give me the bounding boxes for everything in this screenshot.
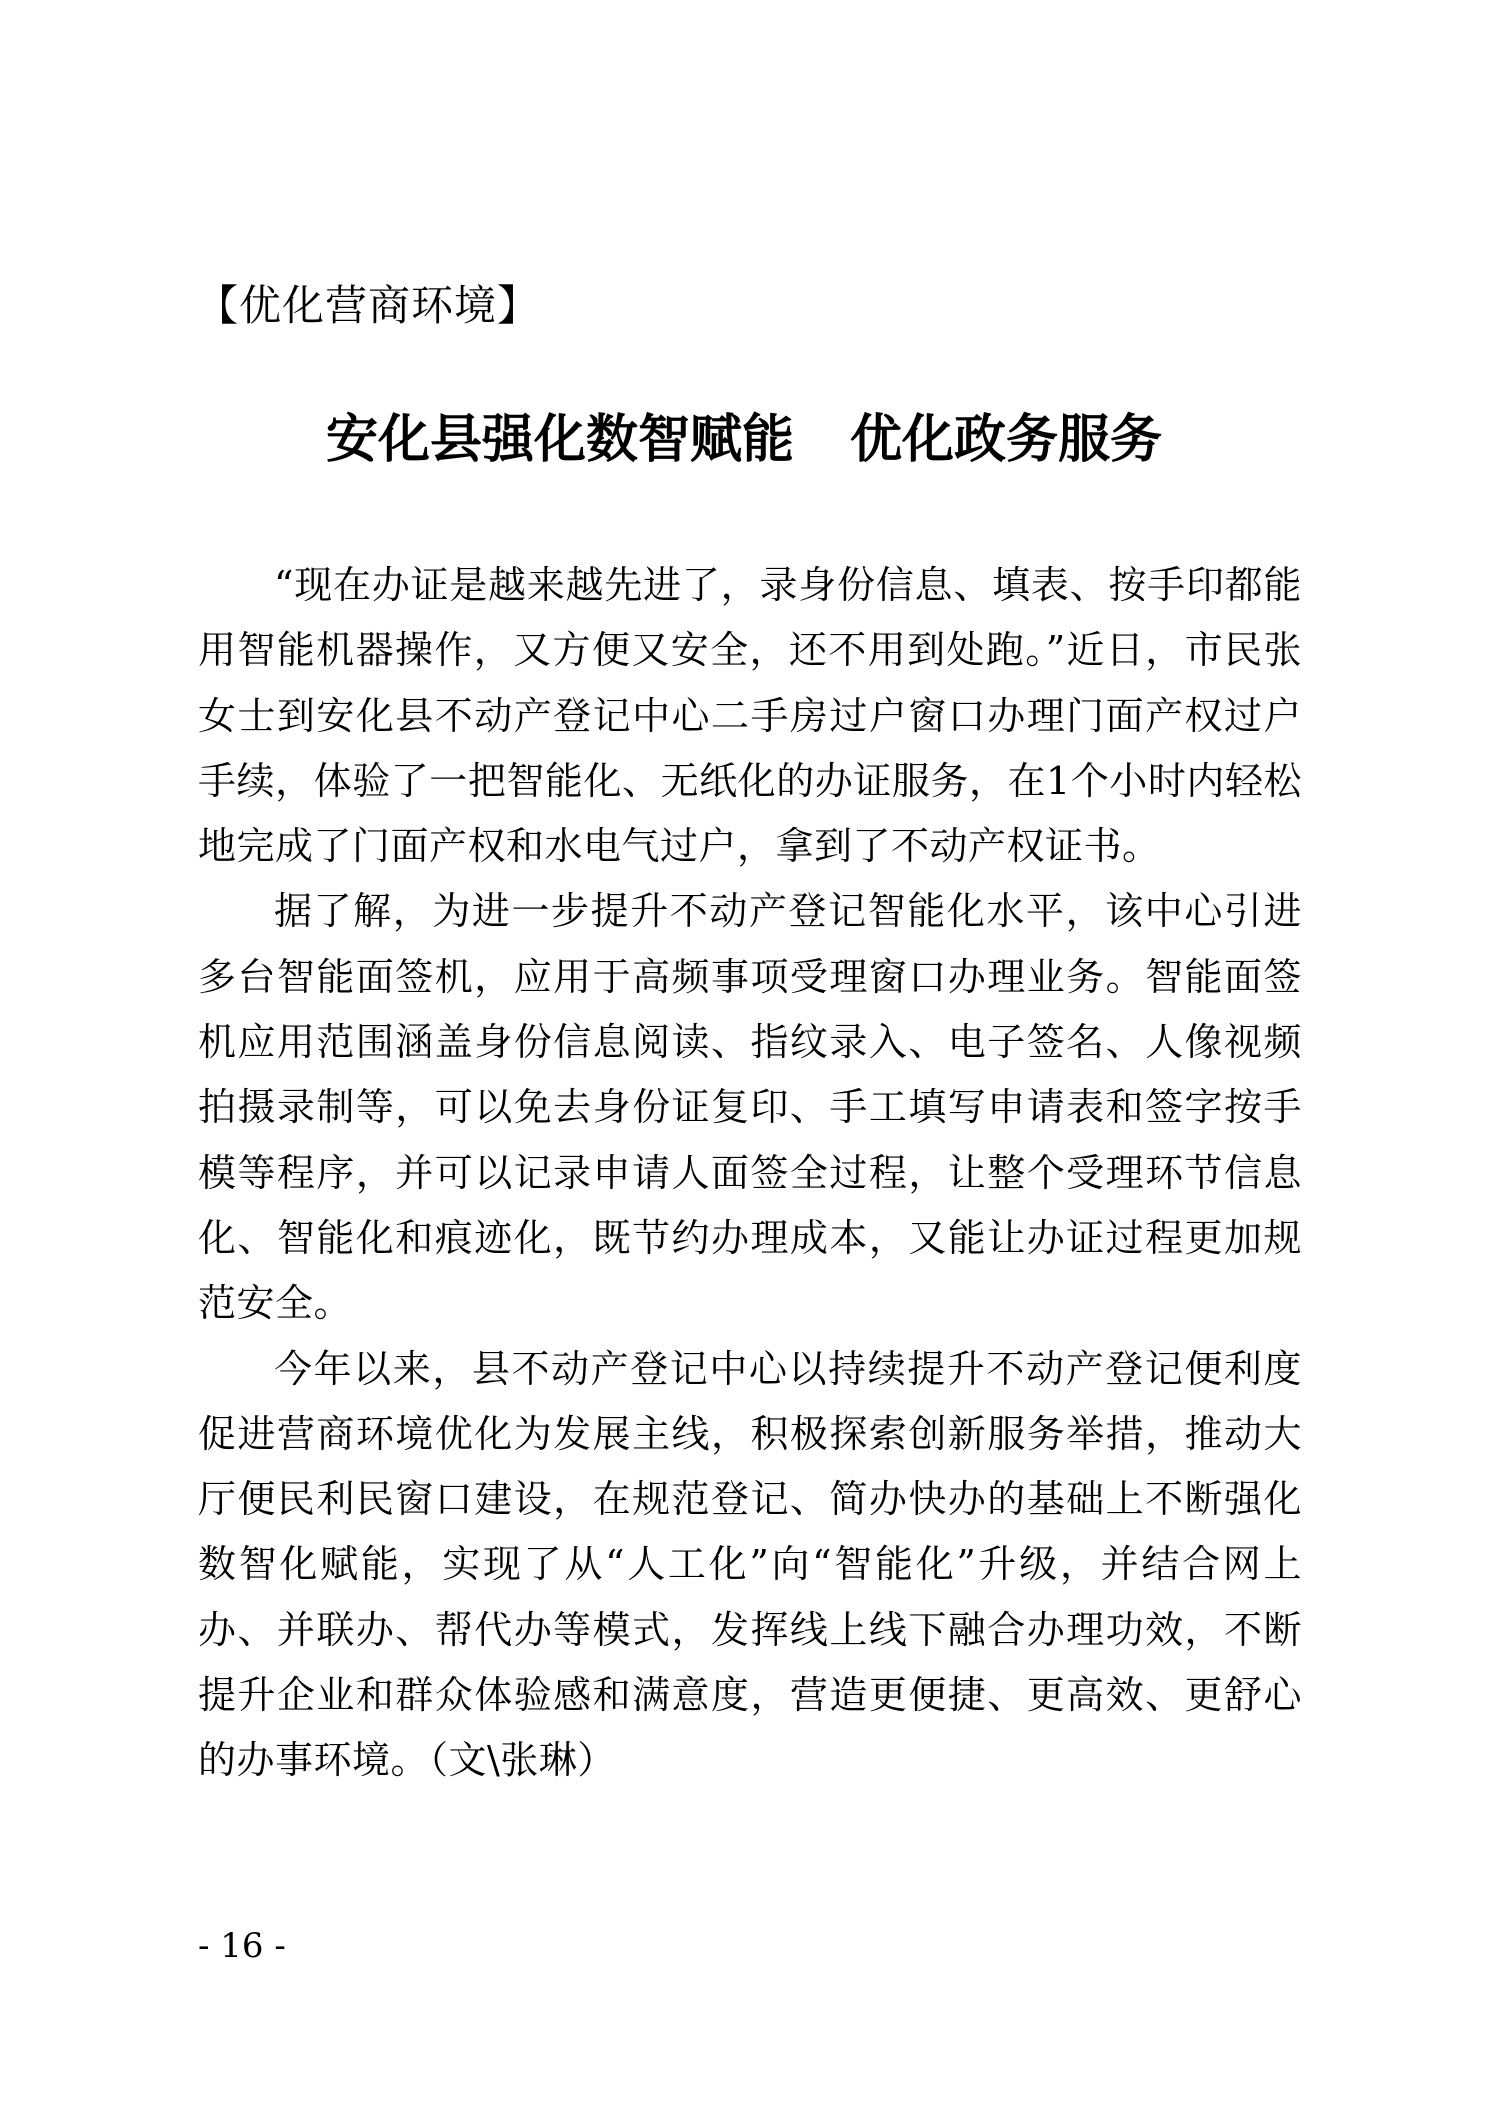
article-title xyxy=(0,404,1488,476)
title-part-2: 优化政务服务 xyxy=(850,410,1163,470)
page-number: - 16 - xyxy=(198,1926,286,1966)
article-body xyxy=(198,553,1302,1794)
paragraph-1: “现在办证是越来越先进了，录身份信息、填表、按手印都能用智能机器操作，又方便又安全，还不用到处跑。”近日，市民张女士到安化县不动产登记中心二手房过户窗口办理门面产权过户手续，体验了一把智能化、无纸化的办证服务，在1个小时内轻松地完成了门面产权和水电气过户，拿到了不动产权证书。 xyxy=(198,563,1302,869)
paragraph-2: 据了解，为进一步提升不动产登记智能化水平，该中心引进多台智能面签机，应用于高频事项受理窗口办理业务。智能面签机应用范围涵盖身份信息阅读、指纹录入、电子签名、人像视频拍摄录制等，可以免去身份证复印、手工填写申请表和签字按手模等程序，并可以记录申请人面签全过程，让整个受理环节信息化、智能化和痕迹化，既节约办理成本，又能让办证过程更加规范安全。 xyxy=(198,889,1302,1326)
title-part-1: 安化县强化数智赋能 xyxy=(325,410,794,470)
section-tag: 【优化营商环境】 xyxy=(196,281,541,330)
paragraph-3: 今年以来，县不动产登记中心以持续提升不动产登记便利度促进营商环境优化为发展主线，积极探索创新服务举措，推动大厅便民利民窗口建设，在规范登记、简办快办的基础上不断强化数智化赋能，实现了从“人工化”向“智能化”升级，并结合网上办、并联办、帮代办等模式，发挥线上线下融合办理功效，不断提升企业和群众体验感和满意度，营造更便捷、更高效、更舒心的办事环境。（文\张琳） xyxy=(198,1346,1302,1783)
